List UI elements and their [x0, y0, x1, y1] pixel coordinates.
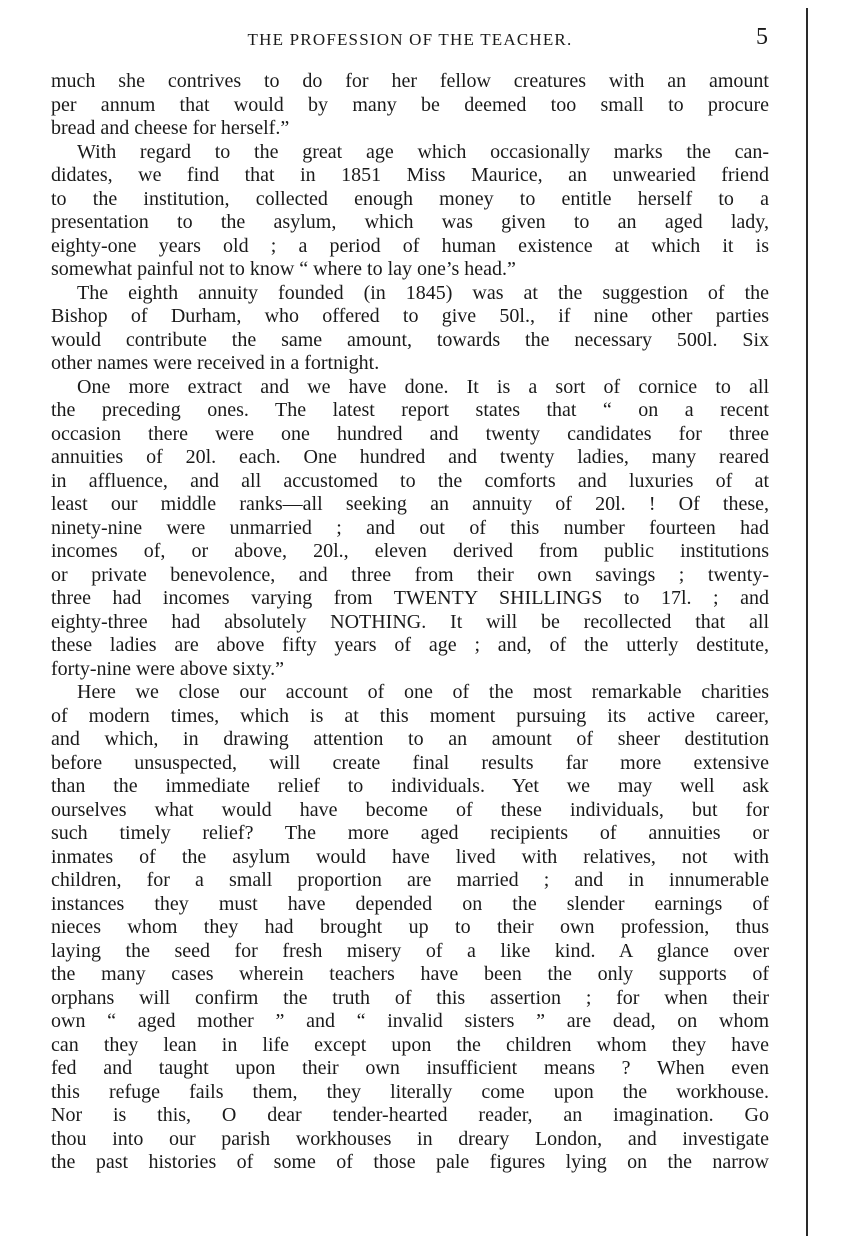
text-line: these ladies are above fifty years of age ; and, of the utterly destitute,	[51, 634, 769, 656]
text-line: own “ aged mother ” and “ invalid sisters ” are dead, on whom	[51, 1010, 769, 1032]
text-line: orphans will confirm the truth of this assertion ; for when their	[51, 986, 769, 1009]
text-line: somewhat painful not to know “ where to lay one’s head.”	[51, 258, 516, 280]
text-line: such timely relief? The more aged recipients of annuities or	[51, 822, 769, 844]
text-line: would contribute the same amount, towards the necessary 500l. Six	[51, 328, 769, 351]
text-line: eighty-one years old ; a period of human existence at which it is	[51, 234, 769, 257]
text-line: ourselves what would have become of these individuals, but for	[51, 798, 769, 821]
text-line: occasion there were one hundred and twenty candidates for three	[51, 422, 769, 445]
text-line: eighty-three had absolutely NOTHING. It will be recollected that all	[51, 610, 769, 633]
text-line: the many cases wherein teachers have been the only supports of	[51, 963, 769, 985]
page-edge-rule	[806, 8, 808, 1236]
text-line: three had incomes varying from TWENTY SHILLINGS to 17l. ; and	[51, 587, 769, 609]
text-line: per annum that would by many be deemed too small to procure	[51, 93, 769, 116]
text-line: The eighth annuity founded (in 1845) was at the suggestion of the	[77, 281, 769, 304]
running-head: THE PROFESSION OF THE TEACHER.	[247, 30, 573, 49]
text-line: of modern times, which is at this moment pursuing its active career,	[51, 704, 769, 727]
text-line: ninety-nine were unmarried ; and out of this number fourteen had	[51, 516, 769, 539]
text-line: thou into our parish workhouses in dreary London, and investigate	[51, 1127, 769, 1150]
text-line: laying the seed for fresh misery of a like kind. A glance over	[51, 939, 769, 962]
text-line: or private benevolence, and three from their own savings ; twenty-	[51, 563, 769, 586]
text-line: nieces whom they had brought up to their own profession, thus	[51, 916, 769, 938]
text-line: than the immediate relief to individuals. Yet we may well ask	[51, 775, 769, 797]
text-line: the preceding ones. The latest report states that “ on a recent	[51, 399, 769, 421]
paragraph	[51, 70, 769, 141]
text-line: One more extract and we have done. It is a sort of cornice to all	[77, 375, 769, 398]
text-line: didates, we find that in 1851 Miss Maurice, an unwearied friend	[51, 164, 769, 186]
text-line: the past histories of some of those pale figures lying on the narrow	[51, 1151, 769, 1173]
text-line: forty-nine were above sixty.”	[51, 657, 285, 680]
text-line: Nor is this, O dear tender-hearted reader, an imagination. Go	[51, 1104, 769, 1126]
page-number: 5	[756, 24, 768, 50]
text-line: instances they must have depended on the slender earnings of	[51, 892, 769, 915]
text-line: before unsuspected, will create final results far more extensive	[51, 751, 769, 774]
paragraph	[51, 141, 769, 282]
text-line: Bishop of Durham, who offered to give 50l., if nine other parties	[51, 305, 769, 327]
text-line: can they lean in life except upon the children whom they have	[51, 1033, 769, 1056]
text-line: to the institution, collected enough money to entitle herself to a	[51, 187, 769, 210]
page-header	[52, 24, 768, 52]
text-line: bread and cheese for herself.”	[51, 117, 290, 139]
text-line: presentation to the asylum, which was given to an aged lady,	[51, 211, 769, 233]
text-line: other names were received in a fortnight.	[51, 352, 380, 374]
text-line: and which, in drawing attention to an amount of sheer destitution	[51, 728, 769, 750]
paragraph	[51, 282, 769, 376]
text-line: children, for a small proportion are married ; and in innumerable	[51, 869, 769, 891]
paragraph	[51, 376, 769, 682]
text-line: annuities of 20l. each. One hundred and twenty ladies, many reared	[51, 446, 769, 468]
text-line: Here we close our account of one of the most remarkable charities	[77, 681, 769, 703]
text-line: in affluence, and all accustomed to the comforts and luxuries of at	[51, 469, 769, 492]
paragraph	[51, 681, 769, 1175]
body-text	[51, 70, 769, 1175]
text-line: inmates of the asylum would have lived with relatives, not with	[51, 845, 769, 868]
text-line: fed and taught upon their own insufficient means ? When even	[51, 1057, 769, 1079]
text-line: least our middle ranks—all seeking an annuity of 20l. ! Of these,	[51, 493, 769, 515]
text-line: much she contrives to do for her fellow creatures with an amount	[51, 70, 769, 92]
text-line: incomes of, or above, 20l., eleven derived from public institutions	[51, 540, 769, 562]
text-line: With regard to the great age which occasionally marks the can-	[77, 140, 769, 163]
text-line: this refuge fails them, they literally come upon the workhouse.	[51, 1080, 769, 1103]
